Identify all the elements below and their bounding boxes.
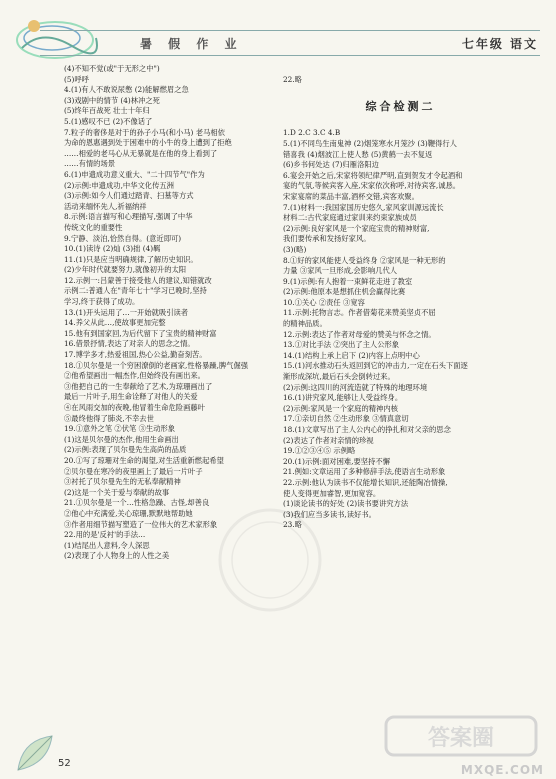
- answer-line: (5)终年百战死 壮士十年归: [64, 106, 150, 116]
- answer-line: 力量 ③家风一旦形成,会影响几代人: [283, 266, 398, 276]
- answer-line: 9.宁静、淡泊,恰然自得。(意近即可): [64, 233, 182, 243]
- answer-line: 22.用的是'反衬'的手法…: [64, 530, 146, 540]
- answer-line: 示例二:普通人在"青年七十"学习已晚时,坚持: [64, 286, 207, 296]
- answer-line: ③他把自己的一生奉献给了艺术,为琼珊画出了: [64, 381, 213, 391]
- answer-line: (2)示例:这四川的河流造就了特殊的地理环境: [283, 382, 428, 392]
- answer-line: 7.粒子的奢侈是对于的孙子小马(和小马) 老马相依: [64, 127, 225, 137]
- answer-line: (2)表现了小人物身上的人性之美: [64, 551, 170, 561]
- page-header: [0, 0, 556, 72]
- answer-line: 4.(1)有人不敢说尿憋 (2)能解燃眉之急: [64, 85, 189, 95]
- answer-line: 6.宴会开始之后,宋家将领纪律严明,直到贺发才令起酒和: [283, 170, 463, 180]
- answer-line: 12.示例一:吕蒙善于接受他人的建议,知错就改: [64, 275, 212, 285]
- section-title: 综合检测二: [365, 99, 436, 113]
- answer-line: 17.①亲切自然 ②生动形象 ③情真意切: [283, 414, 409, 424]
- answer-line: ③衬托了贝尔曼先生的无私奉献精神: [64, 477, 181, 487]
- page-number: 52: [58, 758, 71, 769]
- answer-line: 15.他有到国家回,为后代留下了宝贵的精神财富: [64, 328, 217, 338]
- answer-line: (1)谈论读书的好处 (2)读书要讲究方法: [283, 499, 409, 509]
- answer-list-right: [283, 128, 518, 531]
- answer-line: (1)结尾出人意料,令人深思: [64, 540, 150, 550]
- answer-line: 8.示例:语言描写和心理描写,强调了中华: [64, 212, 193, 222]
- answer-column-right: [283, 64, 518, 542]
- answer-line: (2)这是一个关于爱与奉献的故事: [64, 487, 170, 497]
- answer-line: 5.(1)不同鸟生南鬼神 (2)烟笼寒水月笼沙 (3)鞭得行人: [283, 138, 457, 148]
- answer-line: 7.(1)材料一:我国家国历史悠久,家风家训源远流长: [283, 202, 444, 212]
- answer-line: (2)少年时代就要努力,就像初升的太阳: [64, 265, 187, 275]
- answer-line: 16.借景抒情,表达了对亲人的思念之情。: [64, 339, 195, 349]
- grade-subject: 七年级 语文: [461, 37, 538, 51]
- answer-line: 14.(1)结构上承上启下 (2)内容上点明中心: [283, 350, 420, 360]
- answer-line: ……相爱的老马心从无暴就是在他的身上看到了: [64, 148, 218, 158]
- answer-line: 11.(1)只是应当明确规律,了解历史知识。: [64, 254, 198, 264]
- answer-line: (2)示例:表现了贝尔曼先生高尚的品质: [64, 445, 187, 455]
- answer-line: (4)不知不觉(或"于无形之中"): [64, 64, 160, 73]
- answer-line: 材料二:古代家庭通过家训来约束家族成员: [283, 213, 417, 223]
- svg-text:答案圈: 答案圈: [427, 726, 495, 751]
- answer-line: ③作者用细节描写塑造了一位伟大的艺术家形象: [64, 519, 218, 529]
- answer-line: ……有情的场景: [64, 159, 116, 169]
- answer-line: ②贝尔曼在寒冷的夜里画上了最后一片叶子: [64, 466, 203, 476]
- answer-line: 错喜我 (4)烟波江上使人愁 (5)黄鹤一去不复返: [283, 149, 433, 159]
- answer-line: 23.略: [283, 520, 302, 530]
- answer-line: 11.示例:托物言志。作者借菊花来赞美坚贞不屈: [283, 308, 436, 318]
- answer-line: 21.例如:文章运用了多种修辞手法,使语言生动形象: [283, 467, 446, 477]
- answer-line: 学习,终于获得了成功。: [64, 297, 140, 307]
- answer-line: ④在风雨交加的夜晚,他冒着生命危险画藤叶: [64, 403, 205, 412]
- answer-line: 21.①贝尔曼是一个…性格急躁、古怪,却善良: [64, 498, 210, 508]
- answer-line: 18.(1)文章写出了主人公内心的挣扎和对父亲的思念: [283, 425, 451, 434]
- answer-line: 22.示例:他认为读书不仅能增长知识,还能陶冶情操,: [283, 477, 448, 487]
- answer-line: 活动来缅怀先人,祈福纳祥: [64, 201, 147, 211]
- answer-line: ⑤最终他得了肺炎,不幸去世: [64, 413, 154, 423]
- answer-line: (2)示例:申遗成功,中华文化传五洲: [64, 180, 174, 190]
- watermark-text: MXQE.COM: [460, 763, 544, 777]
- answer-line: 20.①写了琼珊对生命的渴望,对生活重新燃起希望: [64, 455, 224, 465]
- answer-line: 最后一片叶子,用生命诠释了对他人的关爱: [64, 392, 198, 402]
- answer-line: 传统文化的重要性: [64, 222, 123, 232]
- answer-line: (2)示例:家风是一个家庭的精神内核: [283, 403, 398, 413]
- answer-line: 的精神品质。: [283, 319, 327, 329]
- answer-line: (6)乡书何处达 (7)归雁洛阳边: [283, 160, 379, 170]
- answer-line: 5.(1)感叹不已 (2)不像话了: [64, 116, 153, 126]
- answer-line: 19.①意外之笔 ②伏笔 ③生动形象: [64, 424, 176, 434]
- answer-line: ②他希望画出一幅杰作,但始终没有画出来。: [64, 371, 205, 381]
- workbook-title: 暑 假 作 业: [140, 37, 243, 51]
- answer-line: 14.养父从此…,使故事更加完整: [64, 318, 166, 328]
- answer-line: (3)我们应当多读书,读好书。: [283, 509, 376, 519]
- answer-line: (5)呼呼: [64, 74, 89, 84]
- answer-line: ②他心中充满爱,关心琼珊,默默地帮助她: [64, 508, 193, 518]
- answer-line: (2)表达了作者对亲情的珍视: [283, 435, 374, 445]
- answer-line: 20.(1)示例:面对困难,要坚持不懈: [283, 456, 390, 466]
- answer-line: 9.(1)示例:有人抱着一束鲜花走进了教室: [283, 276, 413, 286]
- answer-line: 使人变得更加睿智,更加宽容。: [283, 488, 381, 498]
- answer-line: 我们要传承和发扬好家风。: [283, 234, 371, 244]
- answer-line: 宋家宴席的菜品丰富,酒杯交错,宾客欢聚。: [283, 191, 419, 201]
- answer-line: 17.博学多才,热爱祖国,热心公益,勤奋刻苦。: [64, 350, 207, 360]
- answer-line: (2)示例:他原本是想抓住机会赢得比赛: [283, 287, 406, 297]
- answer-column-left: [64, 64, 278, 562]
- answer-line: 18.①贝尔曼是一个穷困潦倒的老画家,性格暴躁,脾气倔强: [64, 360, 249, 370]
- answer-line: 8.①好的家风能使人受益终身 ②家风是一种无形的: [283, 255, 446, 265]
- answer-line: 10.①关心 ②责任 ③宽容: [283, 297, 365, 307]
- answer-line: (1)这是贝尔曼的杰作,他用生命画出: [64, 434, 179, 444]
- answer-line: (2)示例:良好家风是一个家庭宝贵的精神财富,: [283, 223, 430, 233]
- answer-line: 19.①②③④⑤ 示例略: [283, 446, 356, 456]
- answer-line: 12.示例:表达了作者对母爱的赞美与怀念之情。: [283, 329, 436, 339]
- answer-line: (3)示例:如今人们通过踏青、扫墓等方式: [64, 191, 194, 201]
- answer-line: 1.D 2.C 3.C 4.B: [283, 128, 341, 138]
- answer-line: 渐形成深坑,最后石头会倒转过来。: [283, 372, 395, 382]
- answer-line: (3)戏剧中的情节 (4)林冲之死: [64, 95, 160, 105]
- answer-line: 10.(1)读诗 (2)灿 (3)拙 (4)羁: [64, 244, 161, 254]
- answer-line: 15.(1)河水推动石头返回到它的冲击力,一定在石头下面逐: [283, 361, 468, 371]
- answer-line: 16.(1)讲究家风,能够让人受益终身。: [283, 393, 403, 403]
- answer-line: 13.①对比手法 ②突出了主人公形象: [283, 340, 400, 350]
- leaf-decoration-icon: [12, 730, 62, 776]
- answer-line: 为命的恩惠遇到处于困难中的小牛的身上遭到了拒绝: [64, 138, 232, 148]
- answer-line: 6.(1)申遗成功意义重大、"二十四节气"作为: [64, 169, 205, 179]
- answer-line: 宴的气氛,等候宾客入座,宋家依次称呼,对待宾客,诚恳。: [283, 181, 461, 191]
- answer-line: (3)(略): [283, 244, 307, 254]
- answer-line: 22.略: [283, 74, 302, 84]
- answer-line: 13.(1)开头运用了…一开始就吸引读者: [64, 307, 189, 317]
